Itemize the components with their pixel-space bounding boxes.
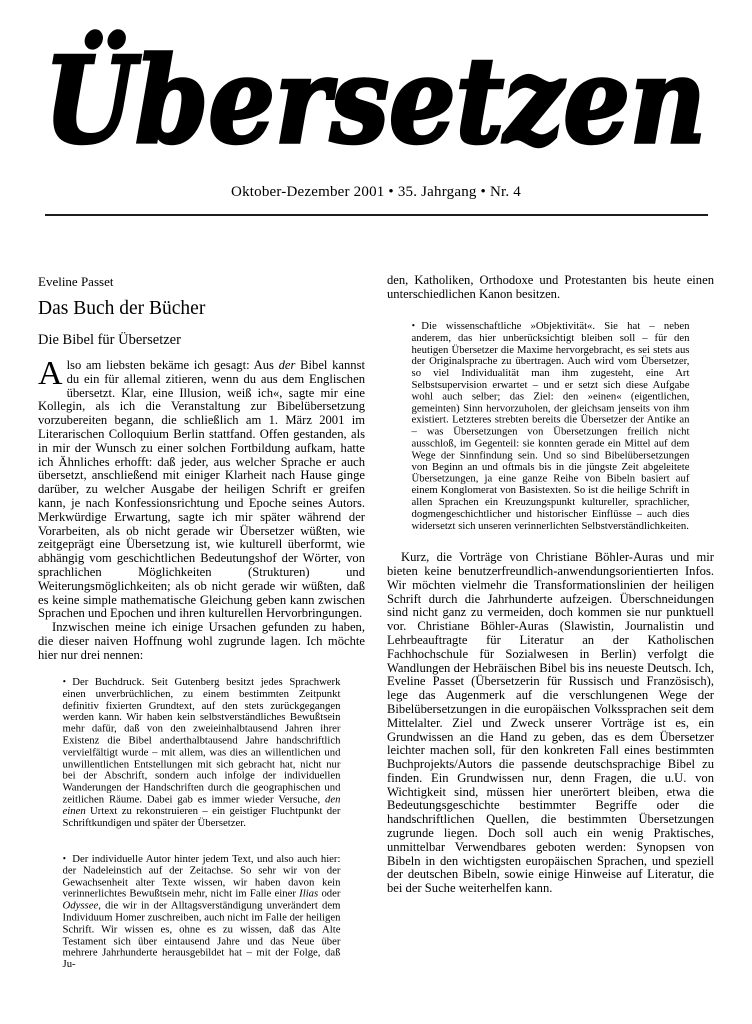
paragraph [38,621,365,662]
issue-line: Oktober-Dezember 2001 • 35. Jahrgang • Nr. 4 [231,184,521,200]
article-author: Eveline Passet [38,274,114,289]
paragraph [387,551,714,896]
italic-text: Ilias [299,887,319,900]
body-text: Kurz, die Vorträge von Christiane Böhler-Auras und mir bieten keine benutzerfreundlich-anwendungsorientierten Infos. Wir möchten vielmehr die Transformationslinien der heiligen Schrift durch die Jahrhunderte aufzeigen. Überschneidungen sind nicht ganz zu vermeiden, doch kommen sie nur punktuell vor. Christiane Böhler-Auras (Slawistin, Journalistin und Lehrbeauftragte für Literatur an der Katholischen Fachhochschule für Sozialwesen in Berlin) verfolgt die Wandlungen der Hebräischen Bibel bis ins neueste Deutsch. Ich, Eveline Passet (Übersetzerin für Russisch und Französisch), lege das Augenmerk auf die verschlungenen Wege der Bibelübersetzungen in die europäischen Volkssprachen seit dem Mittelalter. Ziel und Zweck unserer Vorträge ist es, ein Grundwissen an die Hand zu geben, das es dem Übersetzer leichter machen soll, für den konkreten Fall eines bestimmten Buchprojekts/Autors die passende deutschsprachige Bibel zu finden. Ein Grundwissen nur, denn Fragen, die u.U. von Wichtigkeit sind, müssen hier unerörtert bleiben, etwa die Bedeutungsgeschichte bestimmter Begriffe oder die handschriftlichen Quellen, die bestimmten Übersetzungen zugrunde liegen. Doch soll auch ein wenig Praktisches, unmittelbar Verwendbares geboten werden: Synopsen von Bibeln in den wichtigsten europäischen Sprachen, und speziell der deutschen Bibeln, sowie einige Hinweise auf Literatur, die bei der Suche weiterhelfen kann. [387,550,714,896]
bullet-marker: • [411,320,416,331]
body-text: Urtext zu rekonstruieren – ein geistiger Fluchtpunkt der Schriftkundigen und später der Übersetzer. [62,804,341,828]
article-body [0,216,752,982]
journal-logo-lettering [36,20,716,180]
body-text: Inzwischen meine ich einige Ursachen gefunden zu haben, die dieser naiven Hoffnung wohl zugrunde lagen. Ich möchte hier nur drei nennen: [38,620,365,662]
article-title: Das Buch der Bücher [38,298,206,319]
bullet-marker: • [62,676,67,687]
paragraph [412,320,690,531]
paragraph [38,355,365,621]
body-text: lso am liebsten bekäme ich gesagt: Aus [66,358,279,372]
italic-text: den einen [62,792,341,817]
bullet-marker: • [62,853,67,864]
right-column-paragraphs [387,274,714,896]
italic-text: Odyssee [62,899,99,912]
italic-text: der [278,358,296,372]
body-text: den, Katholiken, Orthodoxe und Protestanten bis heute einen unterschiedlichen Kanon besitzen. [387,273,714,301]
journal-logo-text: Übersetzen [44,31,706,170]
body-text: Der individuelle Autor hinter jedem Text, und also auch hier: der Nadeleinstich auf der Zeitachse. So sehr wir von der Gewachsenheit alter Texte wissen, wir haben davon kein verinnerlichtes Bewußtsein mehr, nicht im Falle einer [62,852,341,900]
article-subtitle: Die Bibel für Übersetzer [38,332,181,348]
masthead [0,0,752,216]
left-column [38,274,365,982]
paragraph [63,853,341,970]
body-text: Der Buchdruck. Seit Gutenberg besitzt jedes Sprachwerk einen unverbrüchlichen, zu einem bestimmten Zeitpunkt definitiv fixierten Grundtext, auf den stets zurückgegangen werden kann. Wir haben kein selbstverständliches Bewußtsein mehr dafür, daß von den zweieinhalbtausend Jahren ihrer Existenz die Bibel anderthalbtausend Jahre handschriftlich vervielfältigt wurde – mit allem, was dies an willentlichen und unwillentlichen Entstellungen mit sich gebracht hat, nicht nur bei der Abschrift, sondern auch infolge der individuellen Wanderungen der Handschriften durch die geographischen und zeitlichen Räume. Dabei gab es immer wieder Versuche, [62,675,341,805]
body-text: Die wissenschaftliche »Objektivität«. Sie hat – neben anderem, das hier unberücksichtigt bleiben soll – für den heutigen Übersetzer die Maxime hervorgebracht, es sei stets aus der Originalsprache zu übertragen. Auch wird vom Übersetzer, so viel Individualität man ihm zugesteht, eine Art Selbstsupervision erwartet – und er setzt sich diese Aufgabe wohl auch selber; das Ziel: den »einen« (eigentlichen, gemeinten) Sinn hervorzuholen, der gleichsam jenseits von ihm existiert. Letzteres strebten bereits die Übersetzer der Antike an – was Übersetzungen von Übersetzungen freilich nicht ausschloß, im Gegenteil: sie konnten gerade ein Mittel auf dem Wege der Sinnfindung sein. Und so sind Bibelübersetzungen von Beginn an und oftmals bis in die jüngste Zeit abgeleitete Übersetzungen, ja eine ganze Reihe von Bibeln basiert auf einem Konglomerat von Basistexten. So ist die heilige Schrift in allen Sprachen ein Kreuzungspunkt kultureller, sprachlicher, dogmengeschichtlicher und historischer Einflüsse – auch dies widersetzt sich unseren verinnerlichten Selbstverständlichkeiten. [411,319,690,531]
dropcap: A [38,355,63,392]
paragraph [63,676,341,828]
journal-logo [0,20,752,180]
left-column-paragraphs [38,355,365,982]
body-text: , die wir in der Alltagsverständigung unverändert dem Individuum Homer zuschreiben, auch nicht im Falle der heiligen Schrift. Wir wissen es, ohne es zu wissen, daß das Alte Testament sich über eintausend Jahre und das Neue über mehrere Jahrhunderte herausgebildet hat – mit der Folge, daß Ju- [62,899,341,971]
body-text: Bibel kannst du ein für allemal zitieren, wenn du aus dem Englischen übersetzt. Klar, eine Illusion, weiß ich«, sagte mir eine Kollegin, als ich die Veranstaltung zur Bibelübersetzung vorzubereiten begann, die schließlich am 1. März 2001 im Literarischen Colloquium Berlin stattfand. Offen gestanden, als in mir der Wunsch zu einer solchen Fortbildung aufkam, hatte ich Ähnliches erhofft: daß jeder, aus welcher Sprache er auch übersetzt, anschließend mit einiger Klarheit nach Hause ginge darüber, zu welcher Ausgabe der heiligen Schrift er greifen kann, je nach Konfessionsrichtung und Epoche seines Autors. Merkwürdige Erwartung, sagte ich mir später während der Vorarbeiten, als ob nicht gerade wir Übersetzer wüßten, wie zeitgeprägt eine Übersetzung ist, wie kulturell überformt, wie abhängig vom geschichtlichen Bedeutungshof der Wörter, von sprachlichen Möglichkeiten (Strukturen) und Weiterungsmöglichkeiten; als ob nicht gerade wir wüßten, daß es keine simple mathematische Gleichung geben kann zwischen Sprachen und Epochen und ihren kulturellen Hervorbringungen. [38,358,365,621]
body-text: oder [318,887,341,900]
paragraph [387,274,714,302]
right-column [387,274,714,896]
